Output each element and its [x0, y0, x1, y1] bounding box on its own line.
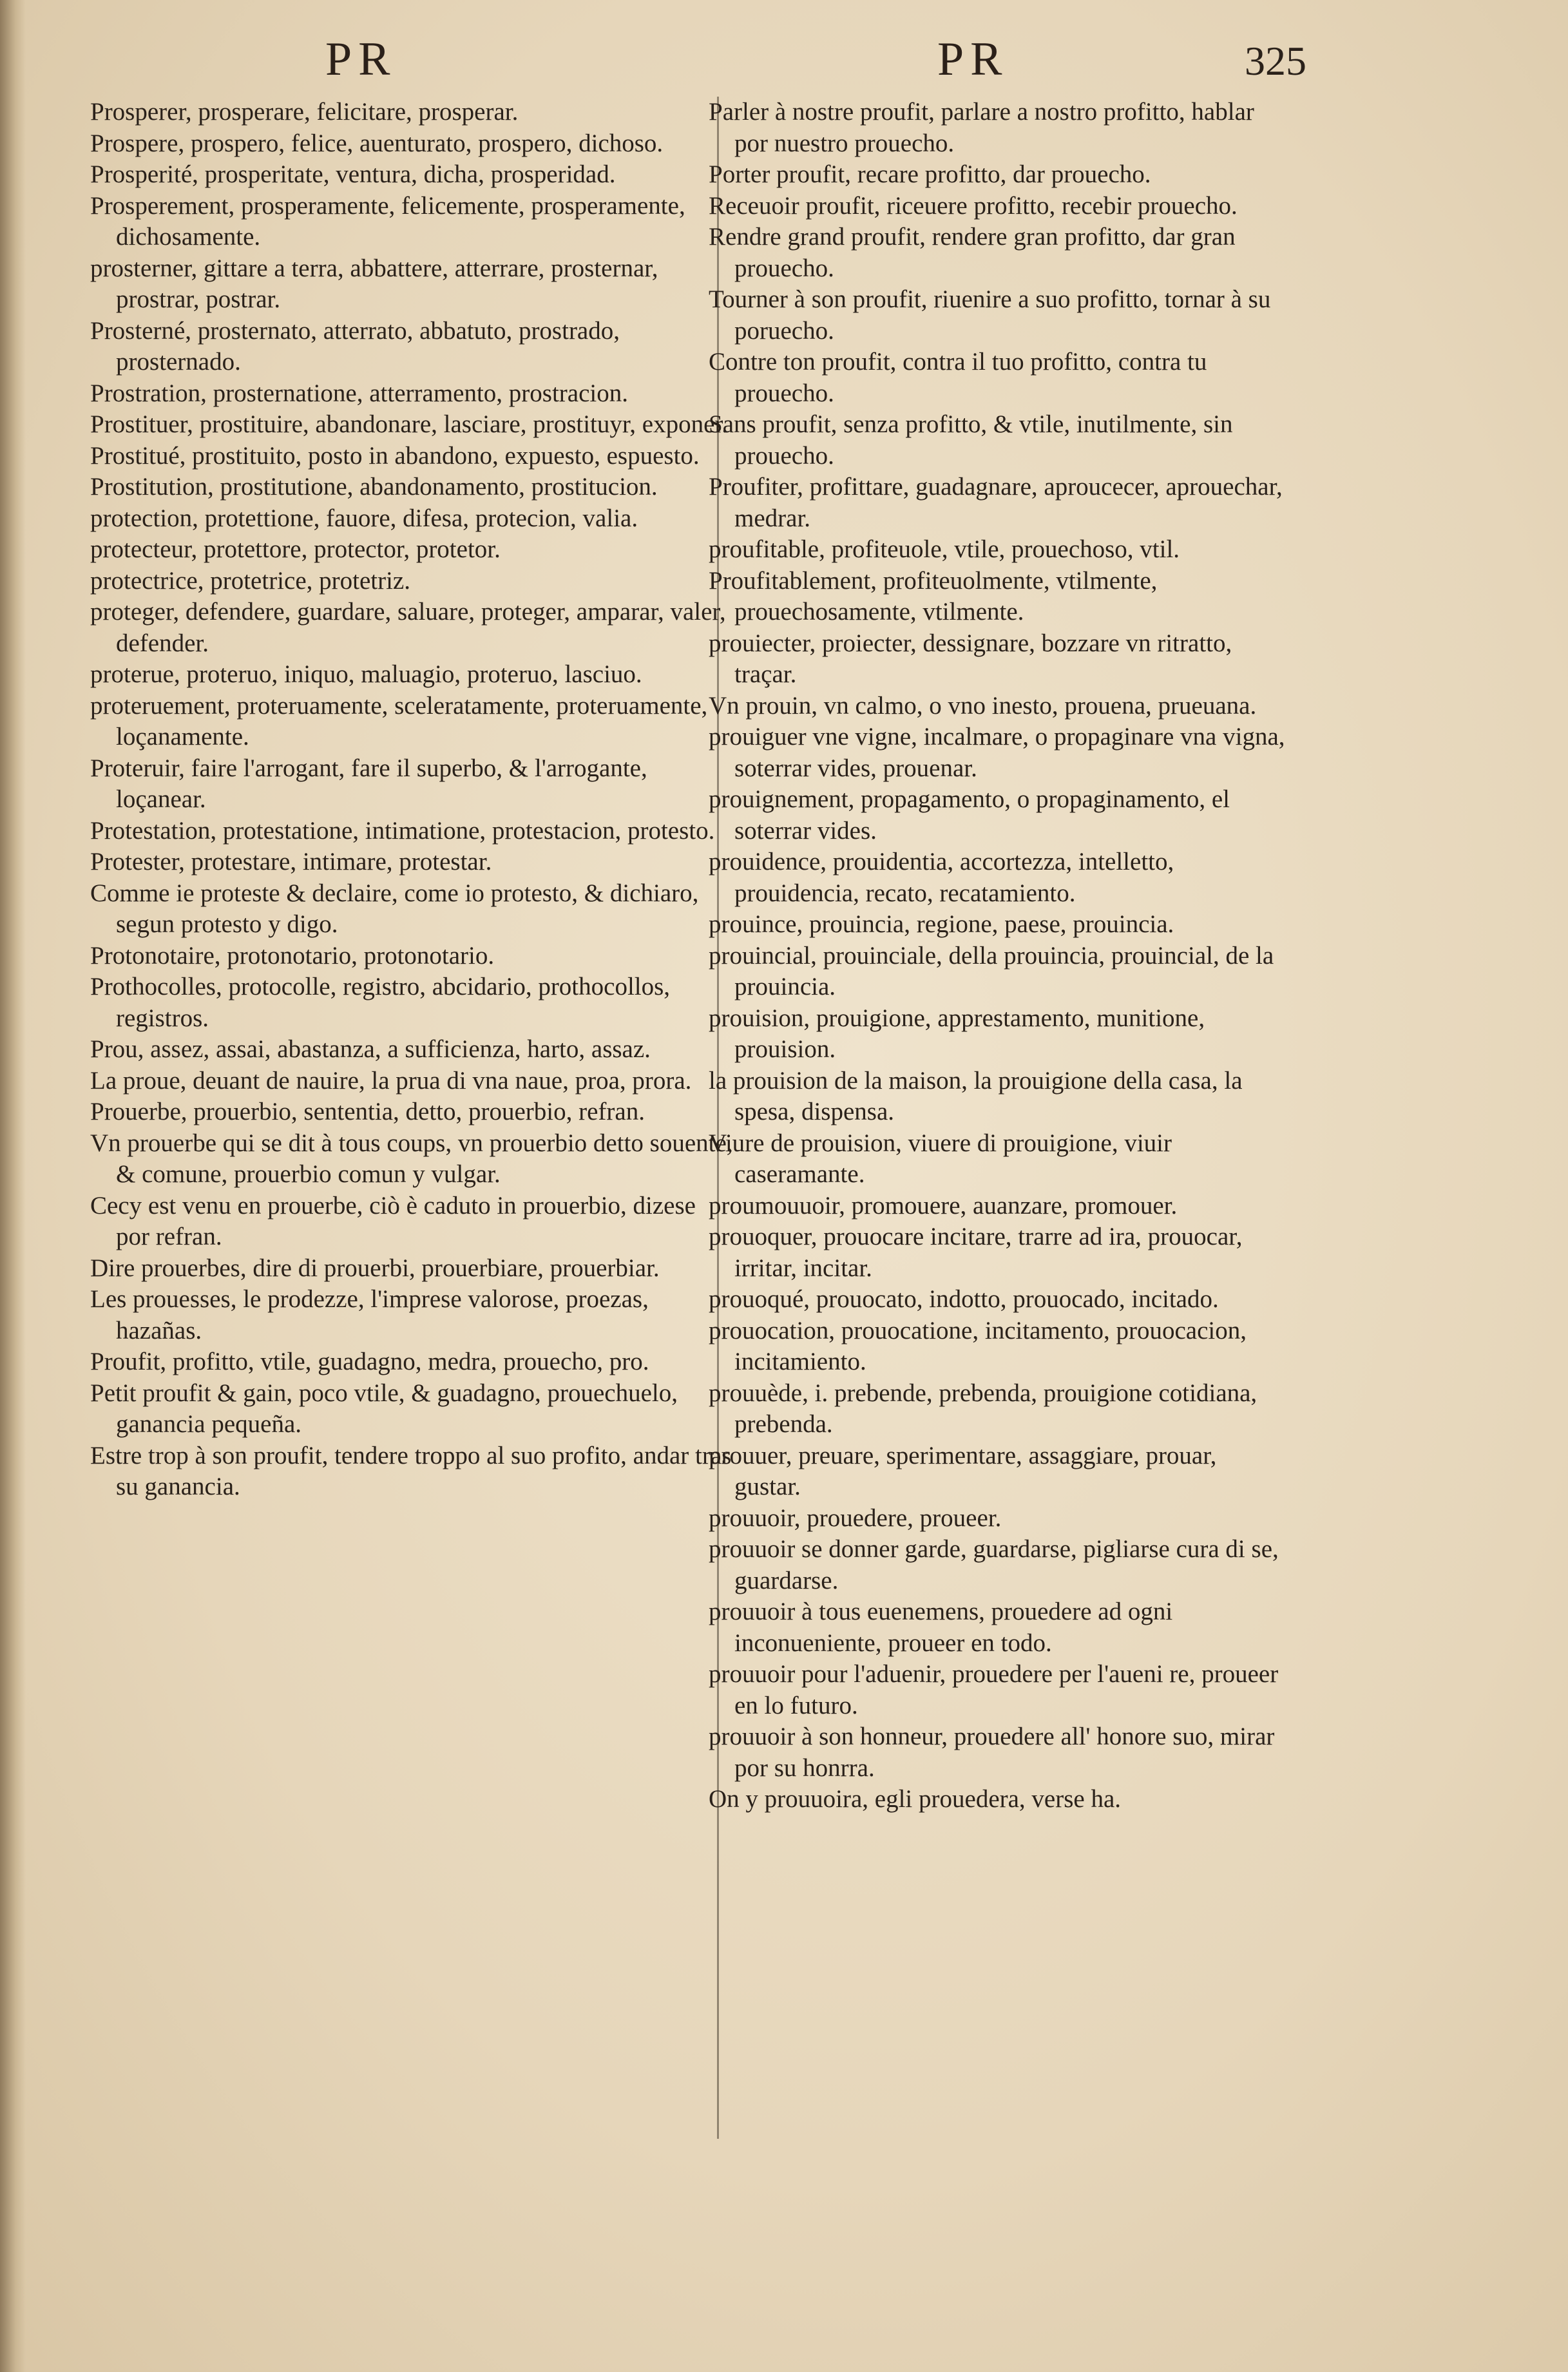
dictionary-entry: On y prouuoira, egli prouedera, verse ha.	[709, 1785, 1122, 1813]
dictionary-entry: prouocation, prouocatione, incitamento, prouocacion, incitamiento.	[709, 1316, 1247, 1375]
dictionary-entry: proufitable, profiteuole, vtile, prouechoso, vtil.	[709, 535, 1180, 563]
dictionary-entry: Prostitué, prostituito, posto in abandono, expuesto, espuesto.	[90, 441, 700, 470]
dictionary-entry: Protester, protestare, intimare, protestar.	[90, 848, 492, 875]
binding-shadow	[0, 0, 26, 2372]
dictionary-entry: Comme ie proteste & declaire, come io protesto, & dichiaro, segun protesto y digo.	[90, 879, 699, 938]
dictionary-entry: Prosperement, prosperamente, felicemente, prosperamente, dichosamente.	[90, 191, 685, 251]
dictionary-entry: Vn prouin, vn calmo, o vno inesto, prouena, prueuana.	[709, 691, 1257, 720]
running-head-left: PR	[325, 33, 397, 86]
dictionary-entry: Dire prouerbes, dire di prouerbi, prouerbiare, prouerbiar.	[90, 1254, 660, 1282]
dictionary-entry: Prosperer, prosperare, felicitare, prosperar.	[90, 98, 519, 126]
dictionary-entry: prouuoir à son honneur, prouedere all' honore suo, mirar por su honrra.	[709, 1723, 1275, 1782]
dictionary-entry: prouuoir à tous euenemens, prouedere ad ogni inconueniente, proueer en todo.	[709, 1598, 1173, 1657]
dictionary-entry: Proteruir, faire l'arrogant, fare il superbo, & l'arrogante, loçanear.	[90, 754, 647, 813]
dictionary-entry: proteruement, proteruamente, sceleratamente, proteruamente, loçanamente.	[90, 691, 708, 751]
dictionary-entry: protectrice, protetrice, protetriz.	[90, 566, 410, 595]
dictionary-entry: Protestation, protestatione, intimatione, protestacion, protesto.	[90, 816, 715, 845]
dictionary-entry: prouuoir, prouedere, proueer.	[709, 1504, 1002, 1532]
dictionary-entry: Viure de prouision, viuere di prouigione, viuir caseramante.	[709, 1129, 1172, 1188]
dictionary-entry: prouoquer, prouocare incitare, trarre ad ira, prouocar, irritar, incitar.	[709, 1223, 1243, 1282]
left-column	[90, 97, 734, 1503]
dictionary-entry: prouuoir pour l'aduenir, prouedere per l'aueni re, proueer en lo futuro.	[709, 1660, 1279, 1719]
dictionary-entry: Prostitution, prostitutione, abandonamento, prostitucion.	[90, 473, 658, 501]
right-column	[709, 97, 1288, 1815]
dictionary-entry: Estre trop à son proufit, tendere troppo al suo profito, andar tras su ganancia.	[90, 1441, 732, 1500]
dictionary-entry: protection, protettione, fauore, difesa, protecion, valia.	[90, 504, 638, 532]
dictionary-entry: Contre ton proufit, contra il tuo profitto, contra tu prouecho.	[709, 348, 1207, 407]
dictionary-entry: prouision, prouigione, apprestamento, munitione, prouision.	[709, 1004, 1205, 1063]
dictionary-entry: prouuoir se donner garde, guardarse, pigliarse cura di se, guardarse.	[709, 1535, 1279, 1594]
page-number: 325	[1245, 38, 1306, 84]
dictionary-entry: proterue, proteruo, iniquo, maluagio, proteruo, lasciuo.	[90, 660, 642, 688]
dictionary-entry: La proue, deuant de nauire, la prua di vna naue, proa, prora.	[90, 1066, 692, 1095]
running-head-right: PR	[937, 33, 1009, 86]
dictionary-entry: proumouuoir, promouere, auanzare, promouer.	[709, 1191, 1178, 1219]
dictionary-entry: prouince, prouincia, regione, paese, prouincia.	[709, 910, 1174, 938]
dictionary-entry: Prosterné, prosternato, atterrato, abbatuto, prostrado, prosternado.	[90, 316, 620, 376]
dictionary-entry: Prosperité, prosperitate, ventura, dicha, prosperidad.	[90, 160, 616, 188]
dictionary-entry: Vn prouerbe qui se dit à tous coups, vn prouerbio detto souente, & comune, prouerbio comun y vulgar.	[90, 1129, 733, 1188]
dictionary-entry: prouidence, prouidentia, accortezza, intelletto, prouidencia, recato, recatamiento.	[709, 848, 1174, 907]
dictionary-entry: Rendre grand proufit, rendere gran profitto, dar gran prouecho.	[709, 223, 1236, 282]
dictionary-entry: prouincial, prouinciale, della prouincia, prouincial, de la prouincia.	[709, 941, 1274, 1000]
dictionary-entry: Prothocolles, protocolle, registro, abcidario, prothocollos, registros.	[90, 973, 671, 1032]
dictionary-entry: Sans proufit, senza profitto, & vtile, inutilmente, sin prouecho.	[709, 410, 1233, 470]
dictionary-entry: protecteur, protettore, protector, protetor.	[90, 535, 501, 563]
dictionary-entry: Petit proufit & gain, poco vtile, & guadagno, prouechuelo, ganancia pequeña.	[90, 1379, 678, 1438]
dictionary-entry: Protonotaire, protonotario, protonotario.	[90, 941, 495, 970]
dictionary-entry: Prostration, prosternatione, atterramento, prostracion.	[90, 379, 628, 407]
dictionary-entry: Proufit, profitto, vtile, guadagno, medra, prouecho, pro.	[90, 1348, 649, 1375]
dictionary-entry: Tourner à son proufit, riuenire a suo profitto, tornar à su poruecho.	[709, 285, 1271, 345]
dictionary-entry: prouiguer vne vigne, incalmare, o propaginare vna vigna, soterrar vides, prouenar.	[709, 723, 1285, 782]
dictionary-entry: prouuer, preuare, sperimentare, assaggiare, prouar, gustar.	[709, 1441, 1217, 1500]
dictionary-entry: Proufitablement, profiteuolmente, vtilmente, prouechosamente, vtilmente.	[709, 566, 1158, 626]
dictionary-entry: Prouerbe, prouerbio, sententia, detto, prouerbio, refran.	[90, 1098, 645, 1125]
dictionary-entry: Prostituer, prostituire, abandonare, lasciare, prostituyr, exponer.	[90, 410, 729, 438]
dictionary-entry: Prospere, prospero, felice, auenturato, prospero, dichoso.	[90, 129, 664, 157]
dictionary-entry: Receuoir proufit, riceuere profitto, recebir prouecho.	[709, 191, 1238, 220]
dictionary-entry: Parler à nostre proufit, parlare a nostro profitto, hablar por nuestro prouecho.	[709, 98, 1254, 157]
dictionary-entry: prouuède, i. prebende, prebenda, prouigione cotidiana, prebenda.	[709, 1379, 1257, 1438]
dictionary-entry: proteger, defendere, guardare, saluare, proteger, amparar, valer, defender.	[90, 598, 726, 657]
dictionary-entry: prouignement, propagamento, o propaginamento, el soterrar vides.	[709, 785, 1230, 845]
dictionary-entry: Prou, assez, assai, abastanza, a sufficienza, harto, assaz.	[90, 1035, 651, 1063]
dictionary-entry: Cecy est venu en prouerbe, ciò è caduto in prouerbio, dizese por refran.	[90, 1191, 696, 1250]
dictionary-entry: prouiecter, proiecter, dessignare, bozzare vn ritratto, traçar.	[709, 629, 1232, 688]
dictionary-entry: Porter proufit, recare profitto, dar prouecho.	[709, 160, 1151, 188]
dictionary-entry: prouoqué, prouocato, indotto, prouocado, incitado.	[709, 1285, 1219, 1313]
dictionary-entry: la prouision de la maison, la prouigione della casa, la spesa, dispensa.	[709, 1066, 1243, 1125]
dictionary-entry: prosterner, gittare a terra, abbattere, atterrare, prosternar, prostrar, postrar.	[90, 254, 658, 313]
dictionary-entry: Les prouesses, le prodezze, l'imprese valorose, proezas, hazañas.	[90, 1285, 649, 1344]
dictionary-entry: Proufiter, profittare, guadagnare, aproucecer, aprouechar, medrar.	[709, 473, 1283, 532]
